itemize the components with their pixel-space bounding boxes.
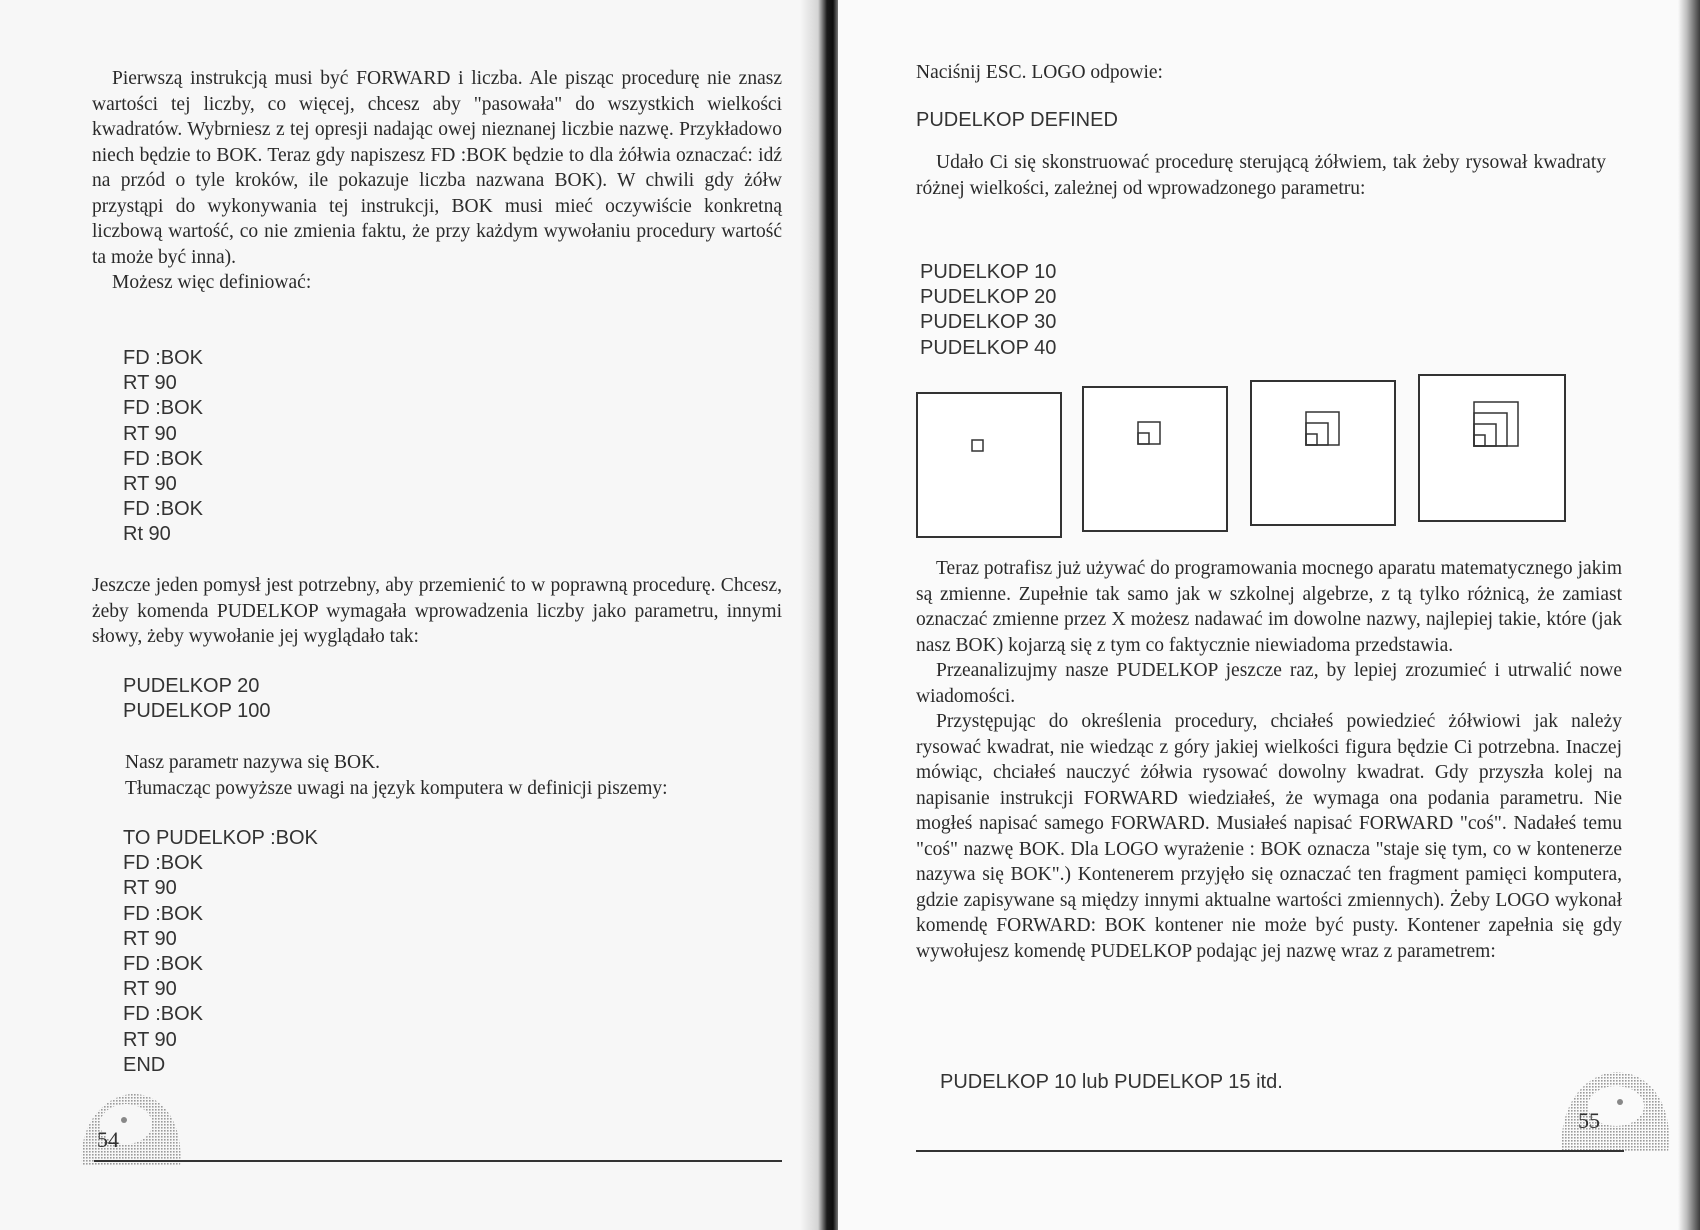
square-path [1138, 433, 1149, 444]
square-panel [1250, 380, 1396, 526]
code-line: FD :BOK [123, 852, 204, 875]
code-block-1 [123, 346, 203, 548]
code-line: FD :BOK [123, 953, 204, 976]
code-line: PUDELKOP 20 [920, 286, 1057, 309]
code-block-right [920, 260, 1056, 361]
code-line: FD :BOK [123, 447, 204, 470]
code-line: RT 90 [123, 422, 177, 445]
code-line: PUDELKOP 10 [920, 261, 1057, 283]
code-line: RT 90 [123, 1028, 177, 1051]
code-line: RT 90 [123, 877, 177, 900]
idea-paragraph: Jeszcze jeden pomysł jest potrzebny, aby przemienić to w poprawną procedurę. Chcesz, żeby komenda PUDELKOP wymagała wprowadzenia liczby jako parametru, innymi słowy, żeby wywołanie jej wyglądało tak: [92, 575, 782, 647]
square-path [1306, 412, 1339, 445]
page-number-left: 54 [97, 1127, 119, 1152]
code-line: FD :BOK [123, 498, 204, 521]
paragraph-1: Teraz potrafisz już używać do programowania mocnego aparatu matematycznego jakim są zmienne. Zupełnie tak samo jak w szkolnej algebrze, z tą tylko różnicą, że zamiast oznaczać zmienne przez X możesz nadawać im dowolne nazwy, najlepiej takie, które (jak nasz BOK) kojarzą się z tym co faktycznie niewiadoma przedstawia. [916, 558, 1622, 656]
left-text-middle [92, 573, 782, 650]
code-line: RT 90 [123, 927, 177, 950]
code-line: FD :BOK [123, 347, 204, 369]
bottom-rule-right [916, 1150, 1624, 1152]
param-paragraph: Nasz parametr nazywa się BOK. [125, 752, 381, 773]
esc-paragraph: Naciśnij ESC. LOGO odpowie: [916, 62, 1163, 83]
code-line: FD :BOK [123, 1003, 204, 1026]
code-line: FD :BOK [123, 902, 204, 925]
code-line: TO PUDELKOP :BOK [123, 827, 318, 849]
nested-squares [918, 394, 1060, 536]
turtle-logo-icon [1550, 1062, 1680, 1157]
page-number-right: 55 [1578, 1108, 1600, 1133]
left-text-top [92, 66, 782, 296]
square-path [972, 440, 983, 451]
defined-code: PUDELKOP DEFINED [916, 109, 1118, 131]
success-text: Udało Ci się skonstruować procedurę sterującą żółwiem, tak żeby rysował kwadraty różnej wielkości, zależnej od wprowadzonego parametru: [916, 152, 1606, 199]
bottom-rule-left [94, 1160, 782, 1162]
nested-squares [1084, 388, 1226, 530]
code-line: FD :BOK [123, 397, 204, 420]
nested-squares [1420, 376, 1564, 520]
success-paragraph [916, 150, 1606, 201]
square-panel [916, 392, 1062, 538]
define-paragraph: Możesz więc definiować: [112, 272, 312, 293]
translate-paragraph: Tłumacząc powyższe uwagi na język komputera w definicji piszemy: [125, 777, 668, 799]
code-line: Rt 90 [123, 523, 171, 546]
turtle-logo-icon [68, 1082, 193, 1172]
nested-squares [1252, 382, 1394, 524]
paragraph-2: Przeanalizujmy nasze PUDELKOP jeszcze raz, by lepiej zrozumieć i utrwalić nowe wiadomości. [916, 660, 1622, 707]
left-text-bottom [125, 750, 805, 801]
final-code: PUDELKOP 10 lub PUDELKOP 15 itd. [940, 1071, 1283, 1093]
square-path [1474, 413, 1507, 446]
code-block-3 [123, 826, 318, 1078]
code-line: PUDELKOP 20 [123, 675, 260, 697]
code-line: RT 90 [123, 473, 177, 496]
code-block-2 [123, 674, 271, 724]
code-line: PUDELKOP 30 [920, 311, 1057, 334]
code-line: RT 90 [123, 372, 177, 395]
square-panel [1082, 386, 1228, 532]
code-line: PUDELKOP 100 [123, 700, 271, 723]
right-page [838, 0, 1700, 1230]
square-path [1306, 434, 1317, 445]
paragraph-3: Przystępując do określenia procedury, chciałeś powiedzieć żółwiowi jak należy rysować kwadrat, nie wiedząc z góry jakiej wielkości figura będzie Ci potrzebna. Inaczej mówiąc, chciałeś nauczyć żółwia rysować dowolny kwadrat. Gdy przyszła kolej na napisanie instrukcji FORWARD wiedziałeś, że wymaga ona podania parametru. Nie mogłeś napisać samego FORWARD. Musiałeś napisać FORWARD "coś". Nadałeś temu "coś" nazwę BOK. Dla LOGO wyrażenie : BOK oznacza "staje się tym, co w kontenerze nazywa się BOK".) Kontenerem przyjęło się oznaczać ten fragment pamięci komputera, gdzie zapisywane są między innymi aktualne wartości zmiennych). Żeby LOGO wykonał komendę FORWARD: BOK kontener nie może być pusty. Kontener zapełnia się gdy wywołujesz komendę PUDELKOP podając jej nazwę wraz z parametrem: [916, 711, 1622, 962]
code-line: END [123, 1053, 166, 1076]
left-page [0, 0, 820, 1230]
code-line: PUDELKOP 40 [920, 336, 1057, 359]
page-edge [1678, 0, 1700, 1230]
right-text-body [916, 556, 1622, 964]
intro-paragraph: Pierwszą instrukcją musi być FORWARD i liczba. Ale pisząc procedurę nie znasz wartości tej liczby, co więcej, chcesz aby "pasowała" do wszystkich wielkości kwadratów. Wybrniesz z tej opresji nadając owej nieznanej liczbie nazwę. Przykładowo niech będzie to BOK. Teraz gdy napiszesz FD :BOK będzie to dla żółwia oznaczać: idź na przód o tyle kroków, ile pokazuje liczba nazwana BOK). W chwili gdy żółw przystąpi do wykonywania tej instrukcji, BOK musi mieć oczywiście konkretną liczbową wartość, co nie zmienia faktu, że przy każdym wywołaniu procedury wartość ta może być inna). [92, 68, 782, 268]
code-line: RT 90 [123, 978, 177, 1001]
square-path [1474, 435, 1485, 446]
square-panel [1418, 374, 1566, 522]
